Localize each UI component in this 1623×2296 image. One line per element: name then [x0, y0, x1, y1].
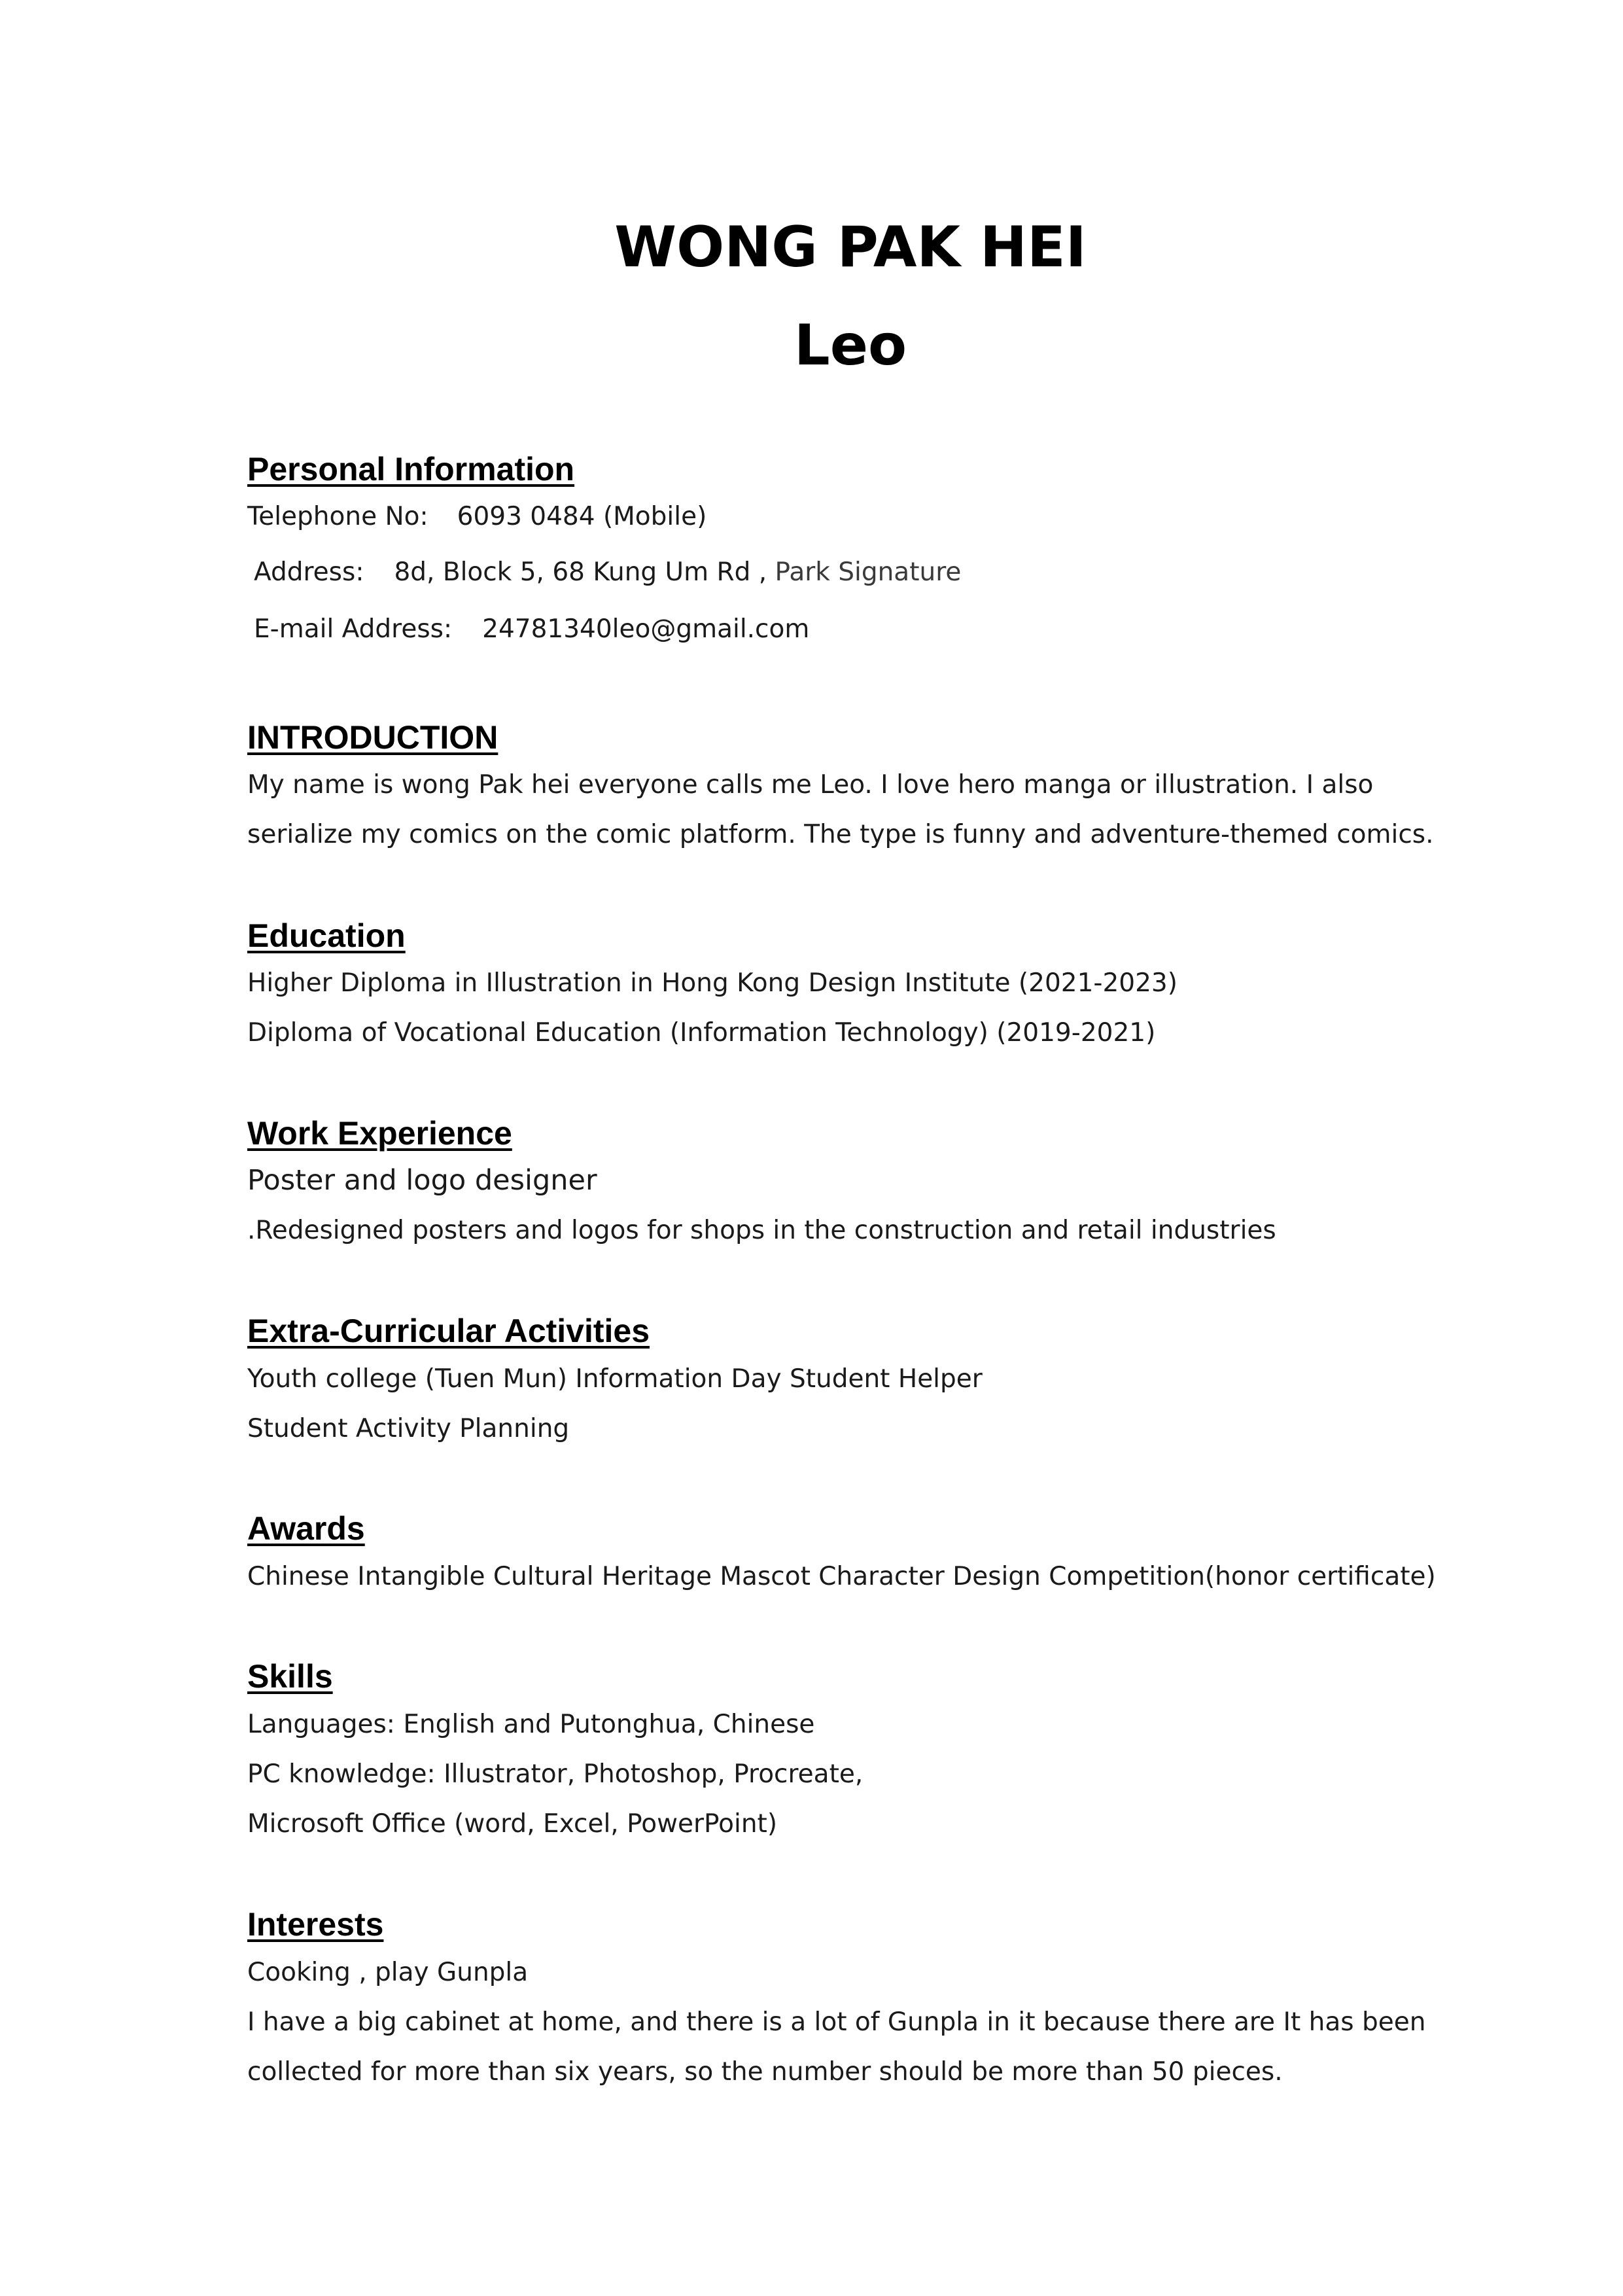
work-role: Poster and logo designer — [247, 1164, 597, 1197]
interest-item: Cooking , play Gunpla — [247, 1958, 529, 1987]
telephone-line — [247, 504, 707, 529]
email-line — [254, 616, 809, 642]
award-item: Chinese Intangible Cultural Heritage Mascot Character Design Competition(honor certificate) — [247, 1562, 1436, 1591]
interest-item: collected for more than six years, so the number should be more than 50 pieces. — [247, 2057, 1283, 2087]
email-label: E-mail Address: — [254, 614, 453, 644]
interests-heading: Interests — [247, 1906, 384, 1943]
activity-item: Student Activity Planning — [247, 1414, 570, 1443]
telephone-value: 6093 0484 (Mobile) — [457, 502, 707, 531]
introduction-line: serialize my comics on the comic platform. The type is funny and adventure-themed comics. — [247, 820, 1434, 849]
address-line — [254, 559, 961, 585]
email-value[interactable]: 24781340leo@gmail.com — [482, 614, 810, 644]
awards-heading: Awards — [247, 1510, 365, 1547]
resume-nickname: Leo — [794, 313, 907, 378]
skills-heading: Skills — [247, 1658, 333, 1695]
education-heading: Education — [247, 917, 406, 954]
skill-item: Microsoft Office (word, Excel, PowerPoint) — [247, 1809, 778, 1839]
telephone-label: Telephone No: — [247, 502, 428, 531]
introduction-heading: INTRODUCTION — [247, 719, 498, 756]
education-item: Higher Diploma in Illustration in Hong Kong Design Institute (2021-2023) — [247, 968, 1178, 998]
address-label: Address: — [254, 557, 364, 587]
interest-item: I have a big cabinet at home, and there is a lot of Gunpla in it because there are It has been — [247, 2007, 1426, 2037]
address-value: 8d, Block 5, 68 Kung Um Rd , — [394, 557, 767, 587]
activities-heading: Extra-Curricular Activities — [247, 1313, 650, 1349]
activity-item: Youth college (Tuen Mun) Information Day Student Helper — [247, 1364, 983, 1394]
work-detail: .Redesigned posters and logos for shops in the construction and retail industries — [247, 1216, 1276, 1245]
resume-name: WONG PAK HEI — [614, 215, 1087, 280]
personal-information-heading: Personal Information — [247, 451, 575, 487]
work-experience-heading: Work Experience — [247, 1115, 512, 1152]
education-item: Diploma of Vocational Education (Information Technology) (2019-2021) — [247, 1018, 1156, 1048]
skill-item: PC knowledge: Illustrator, Photoshop, Procreate, — [247, 1759, 864, 1789]
introduction-line: My name is wong Pak hei everyone calls me Leo. I love hero manga or illustration. I also — [247, 770, 1374, 800]
skill-item: Languages: English and Putonghua, Chinese — [247, 1710, 815, 1739]
address-estate: Park Signature — [775, 557, 962, 587]
